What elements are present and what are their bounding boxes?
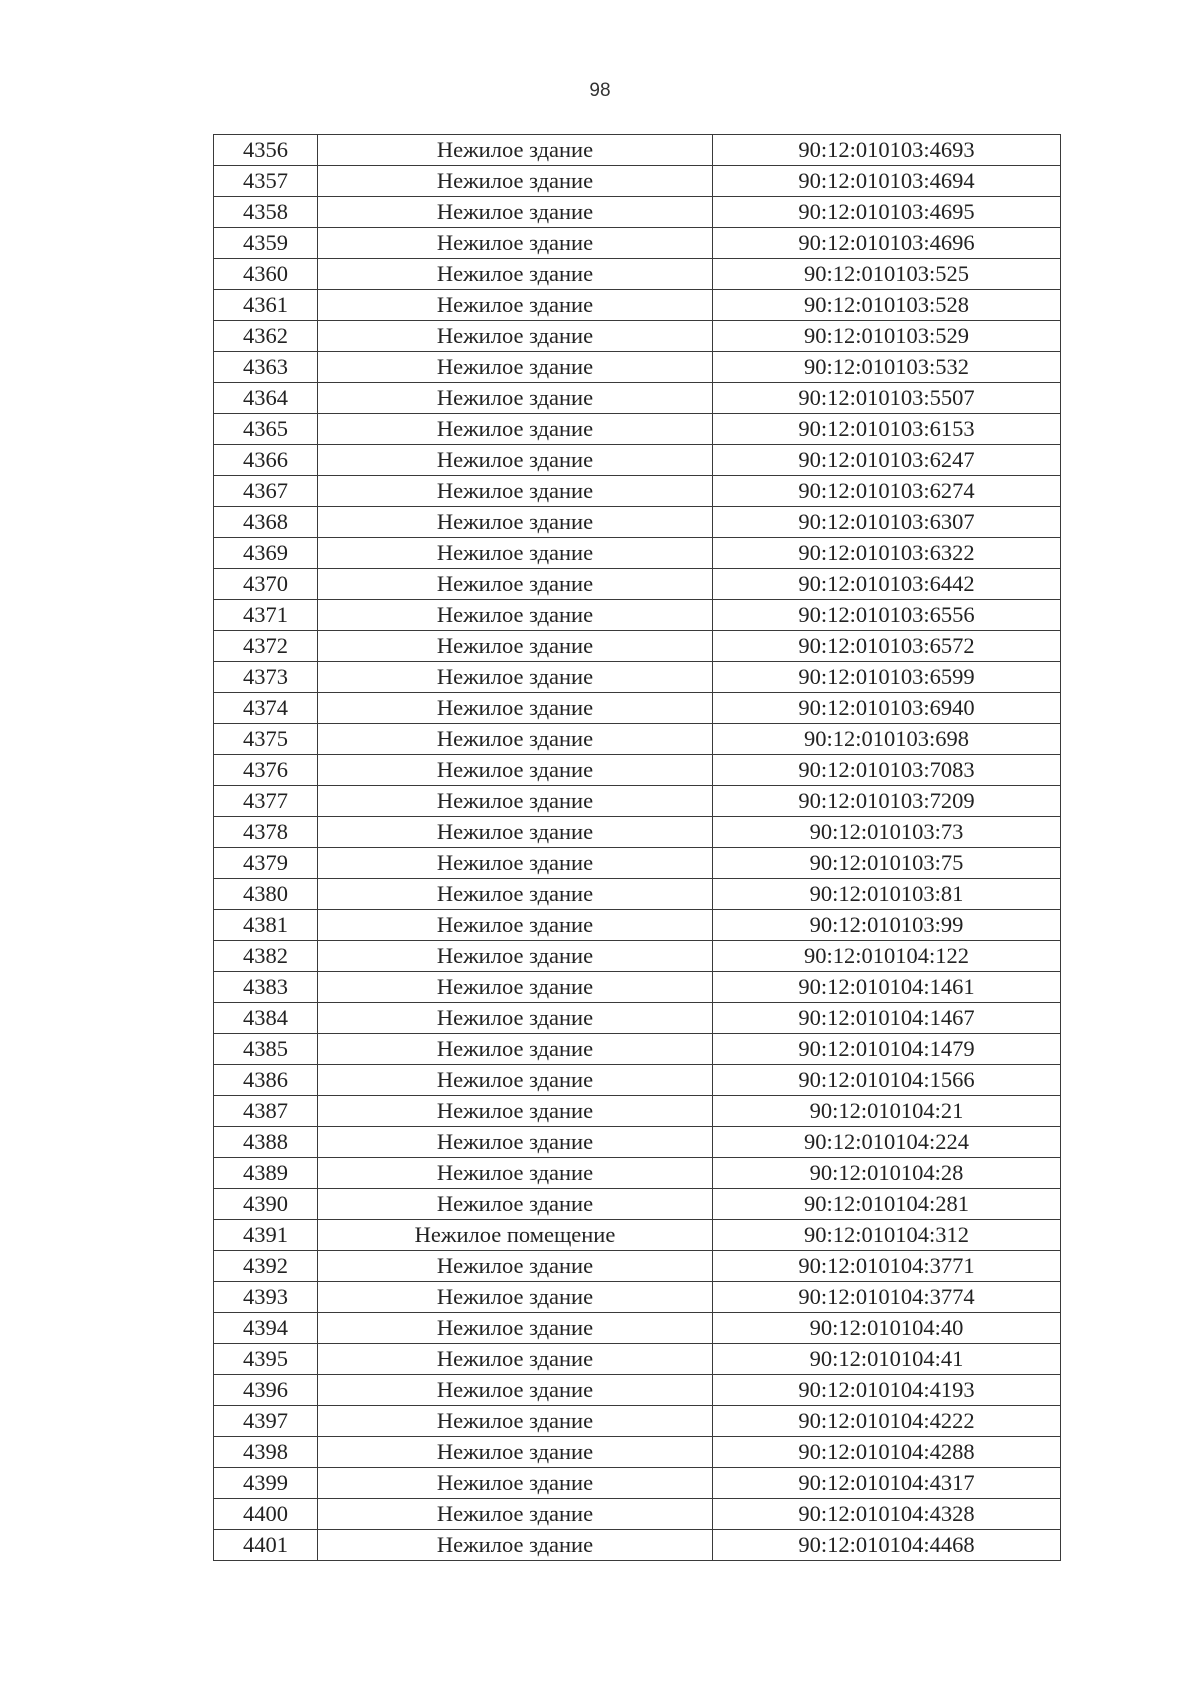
object-type-cell: Нежилое здание	[318, 662, 713, 693]
table-row	[214, 135, 1061, 166]
table-row	[214, 414, 1061, 445]
object-type-cell: Нежилое здание	[318, 1034, 713, 1065]
row-number-cell: 4393	[214, 1282, 318, 1313]
object-type-cell: Нежилое здание	[318, 817, 713, 848]
table-row	[214, 817, 1061, 848]
object-type-cell: Нежилое здание	[318, 445, 713, 476]
object-type-cell: Нежилое здание	[318, 197, 713, 228]
table-row	[214, 1251, 1061, 1282]
row-number-cell: 4382	[214, 941, 318, 972]
cadastral-number-cell: 90:12:010103:6556	[713, 600, 1061, 631]
table-row	[214, 228, 1061, 259]
row-number-cell: 4379	[214, 848, 318, 879]
object-type-cell: Нежилое здание	[318, 848, 713, 879]
object-type-cell: Нежилое здание	[318, 1313, 713, 1344]
object-type-cell: Нежилое здание	[318, 1344, 713, 1375]
page-number: 98	[589, 80, 611, 101]
object-type-cell: Нежилое здание	[318, 259, 713, 290]
object-type-cell: Нежилое здание	[318, 693, 713, 724]
object-type-cell: Нежилое здание	[318, 724, 713, 755]
row-number-cell: 4394	[214, 1313, 318, 1344]
cadastral-number-cell: 90:12:010103:529	[713, 321, 1061, 352]
row-number-cell: 4392	[214, 1251, 318, 1282]
row-number-cell: 4401	[214, 1530, 318, 1561]
object-type-cell: Нежилое здание	[318, 1437, 713, 1468]
table-row	[214, 662, 1061, 693]
cadastral-number-cell: 90:12:010103:7083	[713, 755, 1061, 786]
object-type-cell: Нежилое здание	[318, 910, 713, 941]
table-row	[214, 1003, 1061, 1034]
cadastral-number-cell: 90:12:010104:281	[713, 1189, 1061, 1220]
row-number-cell: 4371	[214, 600, 318, 631]
cadastral-number-cell: 90:12:010103:4694	[713, 166, 1061, 197]
row-number-cell: 4390	[214, 1189, 318, 1220]
table-row	[214, 1220, 1061, 1251]
row-number-cell: 4383	[214, 972, 318, 1003]
row-number-cell: 4388	[214, 1127, 318, 1158]
row-number-cell: 4356	[214, 135, 318, 166]
table-row	[214, 538, 1061, 569]
row-number-cell: 4365	[214, 414, 318, 445]
row-number-cell: 4399	[214, 1468, 318, 1499]
row-number-cell: 4364	[214, 383, 318, 414]
object-type-cell: Нежилое здание	[318, 1065, 713, 1096]
table-row	[214, 972, 1061, 1003]
table-row	[214, 755, 1061, 786]
row-number-cell: 4357	[214, 166, 318, 197]
cadastral-number-cell: 90:12:010103:6940	[713, 693, 1061, 724]
registry-table-body	[214, 135, 1061, 1561]
table-row	[214, 1468, 1061, 1499]
table-row	[214, 1313, 1061, 1344]
row-number-cell: 4366	[214, 445, 318, 476]
object-type-cell: Нежилое здание	[318, 507, 713, 538]
row-number-cell: 4387	[214, 1096, 318, 1127]
cadastral-number-cell: 90:12:010103:73	[713, 817, 1061, 848]
row-number-cell: 4362	[214, 321, 318, 352]
cadastral-number-cell: 90:12:010103:4693	[713, 135, 1061, 166]
object-type-cell: Нежилое здание	[318, 383, 713, 414]
object-type-cell: Нежилое здание	[318, 1499, 713, 1530]
object-type-cell: Нежилое здание	[318, 1406, 713, 1437]
registry-table	[213, 134, 1061, 1561]
cadastral-number-cell: 90:12:010104:4222	[713, 1406, 1061, 1437]
cadastral-number-cell: 90:12:010104:40	[713, 1313, 1061, 1344]
cadastral-number-cell: 90:12:010103:528	[713, 290, 1061, 321]
row-number-cell: 4397	[214, 1406, 318, 1437]
row-number-cell: 4374	[214, 693, 318, 724]
row-number-cell: 4369	[214, 538, 318, 569]
object-type-cell: Нежилое здание	[318, 1189, 713, 1220]
cadastral-number-cell: 90:12:010104:4288	[713, 1437, 1061, 1468]
cadastral-number-cell: 90:12:010103:532	[713, 352, 1061, 383]
object-type-cell: Нежилое здание	[318, 1530, 713, 1561]
cadastral-number-cell: 90:12:010104:1461	[713, 972, 1061, 1003]
object-type-cell: Нежилое здание	[318, 1375, 713, 1406]
cadastral-number-cell: 90:12:010103:525	[713, 259, 1061, 290]
object-type-cell: Нежилое здание	[318, 569, 713, 600]
table-row	[214, 1344, 1061, 1375]
object-type-cell: Нежилое помещение	[318, 1220, 713, 1251]
cadastral-number-cell: 90:12:010103:6274	[713, 476, 1061, 507]
object-type-cell: Нежилое здание	[318, 476, 713, 507]
table-row	[214, 786, 1061, 817]
cadastral-number-cell: 90:12:010104:224	[713, 1127, 1061, 1158]
row-number-cell: 4385	[214, 1034, 318, 1065]
cadastral-number-cell: 90:12:010104:1467	[713, 1003, 1061, 1034]
table-row	[214, 383, 1061, 414]
object-type-cell: Нежилое здание	[318, 1158, 713, 1189]
object-type-cell: Нежилое здание	[318, 290, 713, 321]
row-number-cell: 4381	[214, 910, 318, 941]
table-row	[214, 1499, 1061, 1530]
cadastral-number-cell: 90:12:010104:1479	[713, 1034, 1061, 1065]
table-row	[214, 1406, 1061, 1437]
row-number-cell: 4395	[214, 1344, 318, 1375]
row-number-cell: 4361	[214, 290, 318, 321]
row-number-cell: 4400	[214, 1499, 318, 1530]
cadastral-number-cell: 90:12:010103:6247	[713, 445, 1061, 476]
row-number-cell: 4372	[214, 631, 318, 662]
object-type-cell: Нежилое здание	[318, 972, 713, 1003]
row-number-cell: 4360	[214, 259, 318, 290]
table-row	[214, 569, 1061, 600]
table-row	[214, 910, 1061, 941]
row-number-cell: 4370	[214, 569, 318, 600]
cadastral-number-cell: 90:12:010104:4468	[713, 1530, 1061, 1561]
object-type-cell: Нежилое здание	[318, 414, 713, 445]
table-row	[214, 321, 1061, 352]
row-number-cell: 4378	[214, 817, 318, 848]
row-number-cell: 4368	[214, 507, 318, 538]
cadastral-number-cell: 90:12:010104:4317	[713, 1468, 1061, 1499]
object-type-cell: Нежилое здание	[318, 786, 713, 817]
cadastral-number-cell: 90:12:010103:7209	[713, 786, 1061, 817]
cadastral-number-cell: 90:12:010103:6307	[713, 507, 1061, 538]
object-type-cell: Нежилое здание	[318, 1468, 713, 1499]
table-row	[214, 1375, 1061, 1406]
table-row	[214, 941, 1061, 972]
row-number-cell: 4398	[214, 1437, 318, 1468]
table-row	[214, 879, 1061, 910]
row-number-cell: 4375	[214, 724, 318, 755]
table-row	[214, 724, 1061, 755]
cadastral-number-cell: 90:12:010104:21	[713, 1096, 1061, 1127]
object-type-cell: Нежилое здание	[318, 879, 713, 910]
table-row	[214, 1158, 1061, 1189]
table-row	[214, 600, 1061, 631]
table-row	[214, 1437, 1061, 1468]
row-number-cell: 4384	[214, 1003, 318, 1034]
object-type-cell: Нежилое здание	[318, 1003, 713, 1034]
cadastral-number-cell: 90:12:010104:28	[713, 1158, 1061, 1189]
table-row	[214, 290, 1061, 321]
table-row	[214, 166, 1061, 197]
object-type-cell: Нежилое здание	[318, 1251, 713, 1282]
object-type-cell: Нежилое здание	[318, 1127, 713, 1158]
cadastral-number-cell: 90:12:010103:5507	[713, 383, 1061, 414]
table-row	[214, 352, 1061, 383]
table-row	[214, 259, 1061, 290]
row-number-cell: 4391	[214, 1220, 318, 1251]
cadastral-number-cell: 90:12:010104:4328	[713, 1499, 1061, 1530]
cadastral-number-cell: 90:12:010103:4696	[713, 228, 1061, 259]
cadastral-number-cell: 90:12:010103:6572	[713, 631, 1061, 662]
table-row	[214, 1065, 1061, 1096]
row-number-cell: 4389	[214, 1158, 318, 1189]
registry-table-container	[213, 134, 1060, 1561]
object-type-cell: Нежилое здание	[318, 228, 713, 259]
cadastral-number-cell: 90:12:010103:698	[713, 724, 1061, 755]
cadastral-number-cell: 90:12:010104:4193	[713, 1375, 1061, 1406]
cadastral-number-cell: 90:12:010104:312	[713, 1220, 1061, 1251]
row-number-cell: 4373	[214, 662, 318, 693]
row-number-cell: 4367	[214, 476, 318, 507]
table-row	[214, 1034, 1061, 1065]
object-type-cell: Нежилое здание	[318, 631, 713, 662]
cadastral-number-cell: 90:12:010104:1566	[713, 1065, 1061, 1096]
cadastral-number-cell: 90:12:010103:81	[713, 879, 1061, 910]
table-row	[214, 445, 1061, 476]
object-type-cell: Нежилое здание	[318, 755, 713, 786]
row-number-cell: 4377	[214, 786, 318, 817]
table-row	[214, 1127, 1061, 1158]
cadastral-number-cell: 90:12:010104:3771	[713, 1251, 1061, 1282]
object-type-cell: Нежилое здание	[318, 941, 713, 972]
table-row	[214, 631, 1061, 662]
cadastral-number-cell: 90:12:010103:6599	[713, 662, 1061, 693]
table-row	[214, 1282, 1061, 1313]
object-type-cell: Нежилое здание	[318, 1282, 713, 1313]
table-row	[214, 693, 1061, 724]
cadastral-number-cell: 90:12:010103:6442	[713, 569, 1061, 600]
table-row	[214, 1189, 1061, 1220]
cadastral-number-cell: 90:12:010104:122	[713, 941, 1061, 972]
row-number-cell: 4386	[214, 1065, 318, 1096]
object-type-cell: Нежилое здание	[318, 538, 713, 569]
table-row	[214, 476, 1061, 507]
row-number-cell: 4363	[214, 352, 318, 383]
row-number-cell: 4358	[214, 197, 318, 228]
row-number-cell: 4396	[214, 1375, 318, 1406]
cadastral-number-cell: 90:12:010103:6153	[713, 414, 1061, 445]
cadastral-number-cell: 90:12:010103:6322	[713, 538, 1061, 569]
table-row	[214, 1096, 1061, 1127]
cadastral-number-cell: 90:12:010103:75	[713, 848, 1061, 879]
object-type-cell: Нежилое здание	[318, 352, 713, 383]
cadastral-number-cell: 90:12:010103:4695	[713, 197, 1061, 228]
table-row	[214, 197, 1061, 228]
row-number-cell: 4380	[214, 879, 318, 910]
cadastral-number-cell: 90:12:010104:41	[713, 1344, 1061, 1375]
object-type-cell: Нежилое здание	[318, 600, 713, 631]
object-type-cell: Нежилое здание	[318, 135, 713, 166]
cadastral-number-cell: 90:12:010103:99	[713, 910, 1061, 941]
object-type-cell: Нежилое здание	[318, 166, 713, 197]
object-type-cell: Нежилое здание	[318, 321, 713, 352]
object-type-cell: Нежилое здание	[318, 1096, 713, 1127]
row-number-cell: 4359	[214, 228, 318, 259]
table-row	[214, 848, 1061, 879]
cadastral-number-cell: 90:12:010104:3774	[713, 1282, 1061, 1313]
row-number-cell: 4376	[214, 755, 318, 786]
table-row	[214, 1530, 1061, 1561]
table-row	[214, 507, 1061, 538]
